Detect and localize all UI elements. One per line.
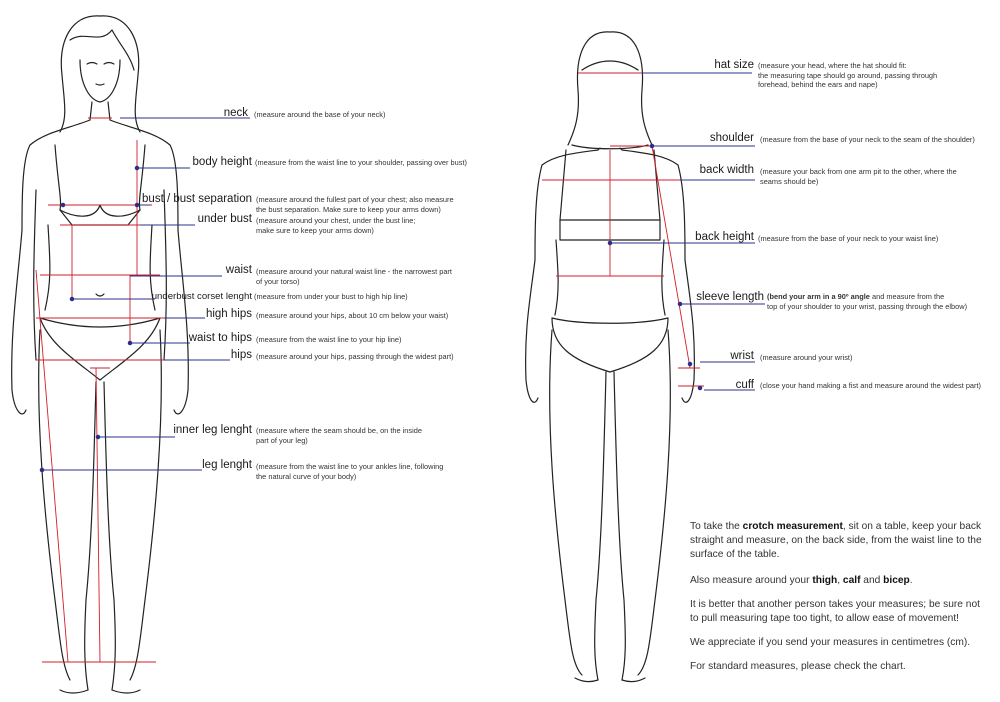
note-sep1: , [837, 575, 843, 586]
desc-under-bust [256, 216, 415, 235]
note-centimetres: We appreciate if you send your measures in centimetres (cm). [690, 637, 971, 648]
label-high-hips: high hips [205, 308, 252, 320]
desc-inner-leg [256, 426, 422, 445]
desc-leg-line2: the natural curve of your body) [256, 471, 357, 481]
label-body-height: body height [192, 156, 252, 168]
note-crotch-bold: crotch measurement [742, 521, 843, 532]
desc-sleeve-length [767, 292, 967, 311]
desc-back-height: (measure from the base of your neck to your waist line) [758, 234, 939, 243]
note-calf: calf [842, 575, 861, 586]
label-bust: bust / bust separation [142, 193, 252, 205]
label-wrist: wrist [730, 350, 754, 362]
note-and: and [860, 575, 884, 586]
note-also-a: Also measure around your [690, 575, 813, 586]
note-crotch-c: , sit on a table, keep your back straight and measure, on the back side, from the waist line to the surface of the table. [690, 521, 982, 560]
back-figure [526, 32, 695, 682]
label-waist: waist [225, 264, 252, 276]
note-thigh: thigh [812, 575, 838, 586]
desc-leg-line1: (measure from the waist line to your ankles line, following [256, 462, 444, 471]
desc-waist-to-hips: (measure from the waist line to your hip line) [256, 335, 402, 344]
desc-hat-line2: the measuring tape should go around, passing through [758, 70, 938, 80]
label-back-width: back width [699, 164, 754, 176]
desc-inner-leg-line1: (measure where the seam should be, on the inside [256, 426, 422, 435]
desc-hat-size [758, 61, 937, 90]
desc-waist-line2: of your torso) [256, 276, 300, 286]
label-hat-size: hat size [714, 59, 754, 71]
desc-shoulder: (measure from the base of your neck to the seam of the shoulder) [760, 135, 975, 144]
desc-sleeve-line2: top of your shoulder to your wrist, passing through the elbow) [767, 301, 968, 311]
label-waist-to-hips: waist to hips [188, 332, 252, 344]
note-bicep: bicep [883, 575, 910, 586]
desc-waist [256, 267, 452, 286]
label-neck: neck [223, 107, 248, 119]
desc-leg [256, 462, 443, 481]
desc-hat-line3: forehead, behind the ears and nape) [758, 80, 878, 89]
desc-hat-line1: (measure your head, where the hat should fit: [758, 61, 907, 70]
desc-bust [256, 195, 454, 214]
label-cuff: cuff [735, 379, 754, 391]
note-crotch-a: To take the [690, 521, 743, 532]
desc-sleeve-bold: (bend your arm in a 90º angle [767, 292, 870, 301]
note-crotch [690, 520, 990, 562]
desc-bust-line2: the bust separation. Make sure to keep your arms down) [256, 204, 441, 214]
label-back-height: back height [695, 231, 754, 243]
note-standard-chart: For standard measures, please check the chart. [690, 661, 906, 672]
desc-under-bust-line2: make sure to keep your arms down) [256, 225, 374, 235]
desc-hips: (measure around your hips, passing through the widest part) [256, 352, 454, 361]
desc-cuff: (close your hand making a fist and measure around the widest part) [760, 381, 982, 390]
desc-sleeve-line1 [767, 292, 967, 302]
label-hips: hips [230, 349, 252, 361]
label-sleeve-length: sleeve length [696, 291, 764, 303]
label-underbust-corset: underbust corset lenght [151, 291, 252, 302]
desc-bust-line1: (measure around the fullest part of your chest; also measure [256, 195, 454, 204]
desc-under-bust-line1: (measure around your chest, under the bust line; [256, 216, 416, 225]
desc-underbust-corset: (measure from under your bust to high hip line) [254, 292, 408, 301]
note-another-person: It is better that another person takes your measures; be sure not to pull measuring tape too tight, to allow ease of movement! [690, 599, 980, 624]
desc-back-width [760, 167, 957, 186]
note-thigh-calf-bicep [690, 574, 990, 588]
desc-waist-line1: (measure around your natural waist line - the narrowest part [256, 267, 452, 276]
desc-body-height: (measure from the waist line to your shoulder, passing over bust) [255, 158, 467, 167]
note-period: . [909, 575, 913, 586]
desc-back-width-line1: (measure your back from one arm pit to the other, where the [760, 167, 957, 176]
label-inner-leg: inner leg lenght [173, 424, 252, 436]
label-shoulder: shoulder [709, 132, 754, 144]
desc-neck: (measure around the base of your neck) [254, 110, 386, 119]
back-measure-lines [542, 73, 704, 386]
instructions-notes [690, 520, 990, 684]
desc-sleeve-line1-rest: and measure from the [869, 292, 945, 301]
desc-back-width-line2: seams should be) [760, 176, 819, 186]
label-under-bust: under bust [197, 213, 252, 225]
desc-high-hips: (measure around your hips, about 10 cm below your waist) [256, 311, 449, 320]
desc-wrist: (measure around your wrist) [760, 353, 853, 362]
desc-inner-leg-line2: part of your leg) [256, 435, 308, 445]
label-leg: leg lenght [202, 459, 252, 471]
front-figure [12, 16, 189, 693]
